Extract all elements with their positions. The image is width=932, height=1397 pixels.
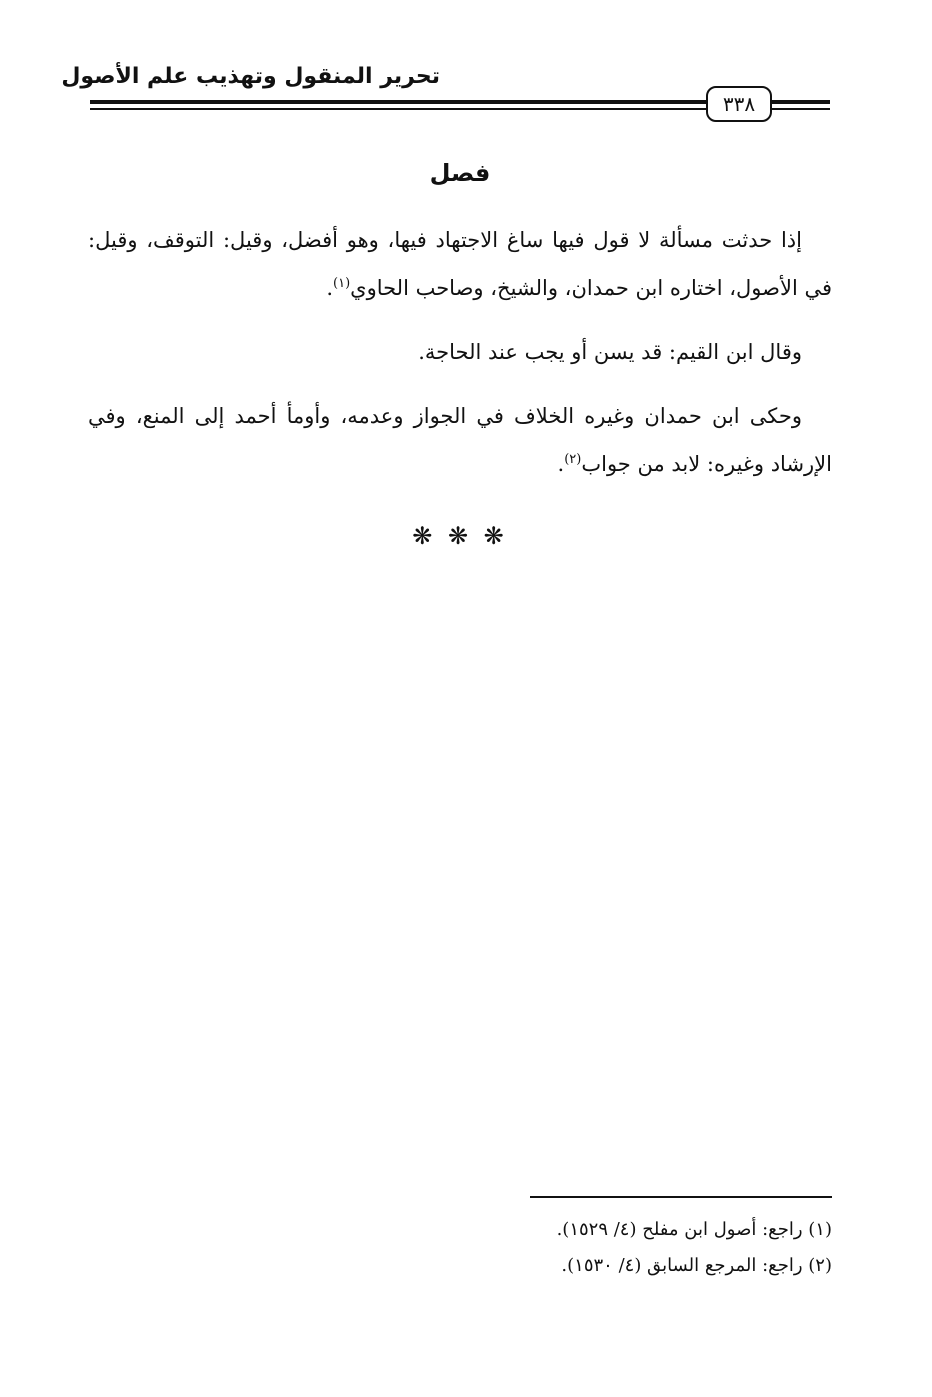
- paragraph-3-text: وحكى ابن حمدان وغيره الخلاف في الجواز وعدمه، وأومأ أحمد إلى المنع، وفي الإرشاد وغيره: لابد من جواب: [88, 404, 832, 476]
- footnote-2: (٢) راجع: المرجع السابق (٤/ ١٥٣٠).: [561, 1255, 832, 1276]
- footnote-1: (١) راجع: أصول ابن مفلح (٤/ ١٥٢٩).: [556, 1219, 832, 1240]
- footnotes: [88, 1212, 832, 1284]
- section-separator: ❋ ❋ ❋: [412, 522, 508, 550]
- paragraph-2: [88, 328, 832, 376]
- main-text: [88, 150, 832, 556]
- page-number: ٣٣٨: [706, 86, 772, 122]
- section-heading: فصل: [429, 159, 491, 187]
- book-title: تحرير المنقول وتهذيب علم الأصول: [61, 64, 440, 89]
- footnote-ref-1: (١): [333, 276, 351, 291]
- paragraph-3: [88, 392, 832, 488]
- footnote-rule: [530, 1196, 832, 1198]
- paragraph-1-end: .: [326, 276, 333, 300]
- paragraph-1: [88, 216, 832, 312]
- paragraph-1-text: إذا حدثت مسألة لا قول فيها ساغ الاجتهاد فيها، وهو أفضل، وقيل: التوقف، وقيل: في الأصول، اختاره ابن حمدان، والشيخ، وصاحب الحاوي: [88, 228, 832, 300]
- paragraph-2-text: وقال ابن القيم: قد يسن أو يجب عند الحاجة.: [418, 340, 802, 364]
- footnote-ref-2: (٢): [564, 452, 582, 467]
- paragraph-3-end: .: [557, 452, 565, 476]
